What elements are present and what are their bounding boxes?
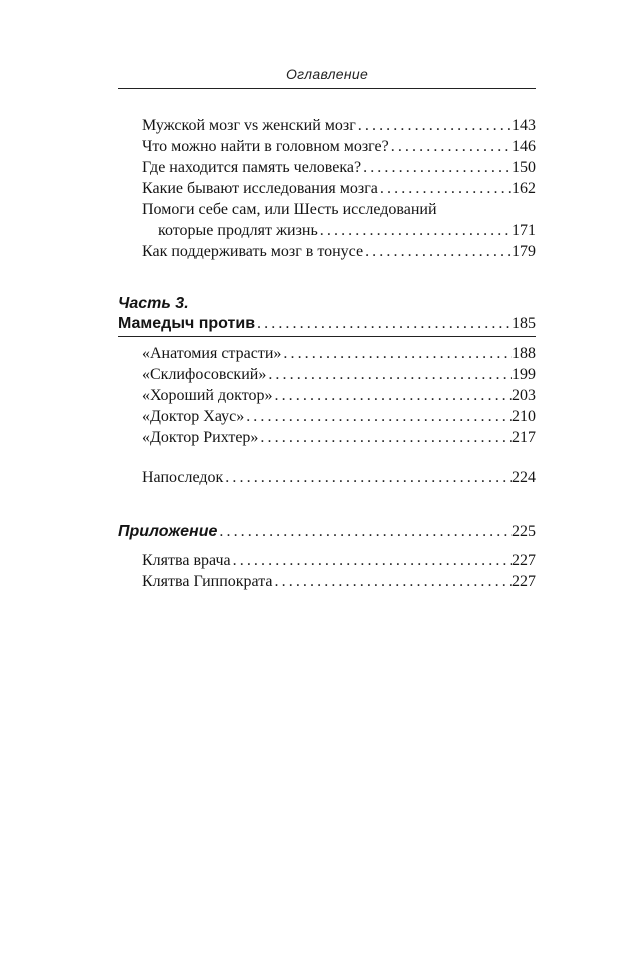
dot-leader xyxy=(378,179,512,199)
appendix-heading-entry[interactable] xyxy=(118,522,536,542)
toc-entry-title: Как поддерживать мозг в тонусе xyxy=(142,243,364,260)
dot-leader xyxy=(223,468,512,488)
toc-entry-title: Какие бывают исследования мозга xyxy=(142,180,378,197)
toc-entry-page: 203 xyxy=(512,387,536,404)
dot-leader xyxy=(244,407,512,427)
dot-leader xyxy=(363,242,512,262)
toc-entry-title-line2: которые продлят жизнь xyxy=(158,222,318,239)
dot-leader xyxy=(258,428,512,448)
toc-entry[interactable] xyxy=(142,468,536,488)
toc-entry-page: 227 xyxy=(512,573,536,590)
toc-entry-title: «Анатомия страсти» xyxy=(142,345,282,362)
toc-entry-title: Мужской мозг vs женский мозг xyxy=(142,117,356,134)
toc-entry[interactable] xyxy=(142,551,536,571)
header-rule xyxy=(118,88,536,89)
toc-entry-page: 224 xyxy=(512,469,536,486)
running-head: Оглавление xyxy=(285,66,369,82)
toc-entry[interactable] xyxy=(142,572,536,592)
dot-leader xyxy=(318,221,512,241)
toc-entry-title: Клятва врача xyxy=(142,552,231,569)
toc-entry-page: 171 xyxy=(512,222,536,239)
toc-entry-title: «Доктор Рихтер» xyxy=(142,429,259,446)
toc-entry[interactable] xyxy=(142,428,536,448)
toc-entry[interactable] xyxy=(158,221,536,241)
dot-leader xyxy=(266,365,512,385)
dot-leader xyxy=(281,344,512,364)
toc-entry[interactable] xyxy=(142,158,536,178)
toc-entry-title: «Склифосовский» xyxy=(142,366,267,383)
part-rule xyxy=(118,336,536,337)
dot-leader xyxy=(231,551,512,571)
toc-entry[interactable] xyxy=(142,386,536,406)
dot-leader xyxy=(217,522,512,542)
toc-entry-title: Напоследок xyxy=(142,469,224,486)
toc-entry-title: «Хороший доктор» xyxy=(142,387,273,404)
toc-entry-title: Что можно найти в головном мозге? xyxy=(142,138,389,155)
toc-entry-page: 185 xyxy=(512,315,536,332)
toc-entry-page: 143 xyxy=(512,117,536,134)
part-label: Часть 3. xyxy=(118,295,189,312)
toc-entry[interactable] xyxy=(142,407,536,427)
toc-entry-page: 146 xyxy=(512,138,536,155)
toc-entry-page: 150 xyxy=(512,159,536,176)
toc-entry-title: Клятва Гиппократа xyxy=(142,573,273,590)
part-title: Мамедыч против xyxy=(118,315,256,332)
toc-entry-page: 217 xyxy=(512,429,536,446)
toc-entry[interactable] xyxy=(142,344,536,364)
toc-entry-title-line1[interactable]: Помоги себе сам, или Шесть исследований xyxy=(142,201,437,218)
dot-leader xyxy=(272,386,512,406)
dot-leader xyxy=(255,314,512,334)
toc-entry-page: 225 xyxy=(512,523,536,540)
dot-leader xyxy=(356,116,512,136)
toc-entry-title: Где находится память человека? xyxy=(142,159,362,176)
toc-entry[interactable] xyxy=(142,365,536,385)
toc-entry-page: 227 xyxy=(512,552,536,569)
dot-leader xyxy=(389,137,512,157)
toc-entry[interactable] xyxy=(142,242,536,262)
dot-leader xyxy=(273,572,512,592)
toc-entry-title: «Доктор Хаус» xyxy=(142,408,245,425)
part-heading-entry[interactable] xyxy=(118,314,536,334)
toc-entry[interactable] xyxy=(142,179,536,199)
toc-entry[interactable] xyxy=(142,137,536,157)
toc-entry[interactable] xyxy=(142,116,536,136)
toc-entry-page: 179 xyxy=(512,243,536,260)
toc-entry-page: 188 xyxy=(512,345,536,362)
toc-entry-page: 199 xyxy=(512,366,536,383)
toc-entry-page: 162 xyxy=(512,180,536,197)
appendix-title: Приложение xyxy=(118,523,218,540)
toc-entry-page: 210 xyxy=(512,408,536,425)
dot-leader xyxy=(361,158,512,178)
